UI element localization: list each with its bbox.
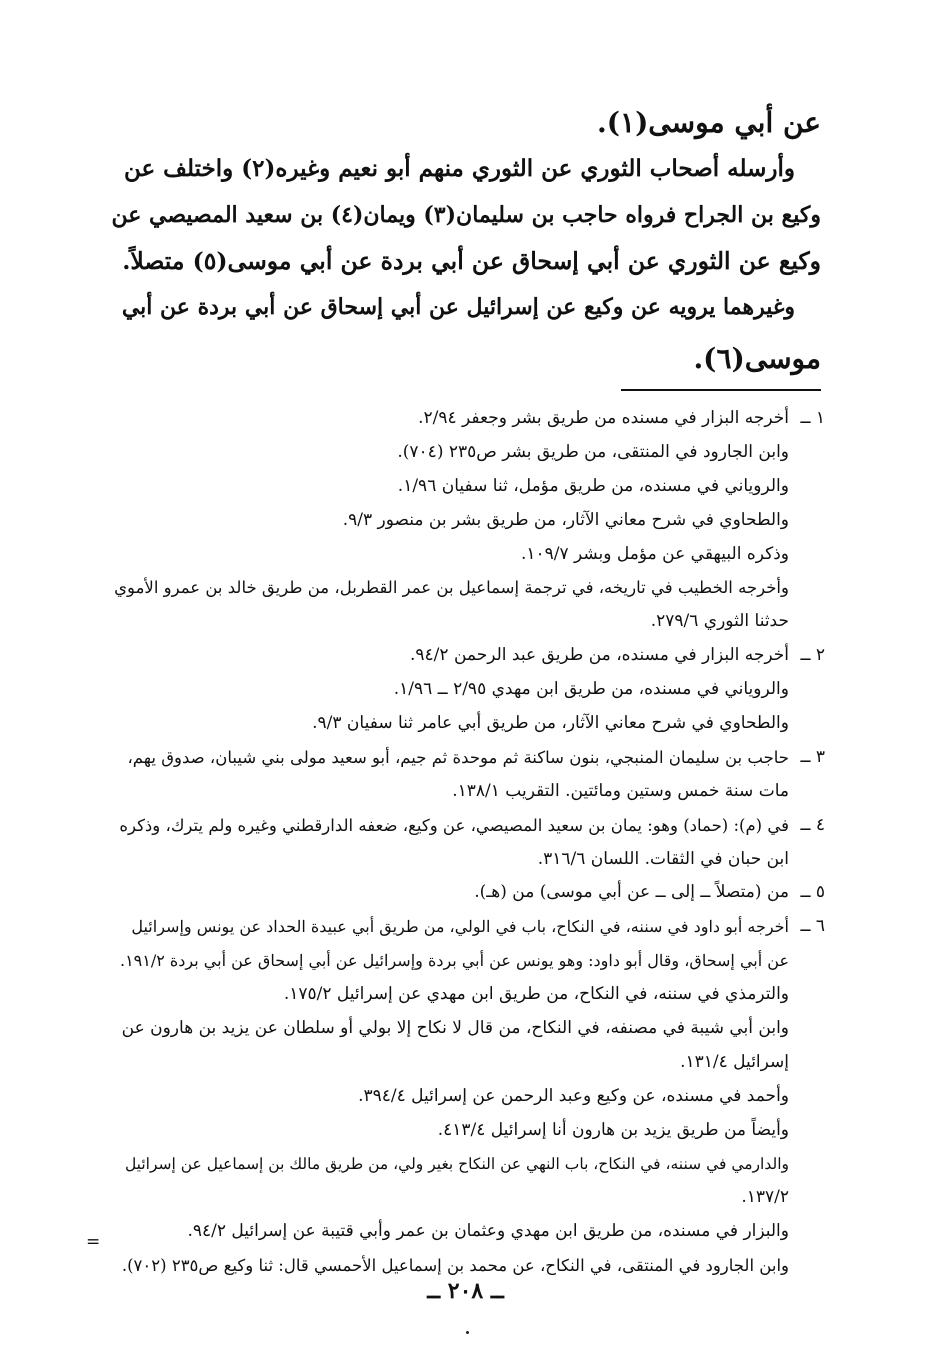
footnote-text: وأخرجه الخطيب في تاريخه، في ترجمة إسماعيل بن عمر القطربل، من طريق خالد بن عمرو الأموي	[114, 578, 789, 598]
footnote-line	[111, 639, 825, 673]
footnote-text: والدارمي في سننه، في النكاح، باب النهي عن النكاح بغير ولي، من طريق مالك بن إسماعيل عن إسرائيل	[124, 1154, 789, 1173]
footnote-line	[111, 1215, 821, 1249]
footnote-text: أخرجه أبو داود في سننه، في النكاح، باب في الولي، من طريق أبي عبيدة الحداد عن يونس وإسرائيل	[131, 917, 789, 937]
footnote-text: وأحمد في مسنده، عن وكيع وعبد الرحمن عن إسرائيل ٣٩٤/٤.	[358, 1085, 789, 1106]
footnote-text: وذكره البيهقي عن مؤمل وبشر ١٠٩/٧.	[520, 543, 789, 564]
footnote-text: والطحاوي في شرح معاني الآثار، من طريق أبي عامر ثنا سفيان ٩/٣.	[312, 713, 789, 734]
footnote-number: ٣ ــ	[800, 746, 825, 767]
footnote-number: ٥ ــ	[800, 882, 825, 903]
footnote-text: ابن حبان في الثقات. اللسان ٣١٦/٦.	[537, 848, 789, 869]
footnote-line	[111, 809, 825, 843]
footnote-number: ٢ ــ	[800, 645, 825, 666]
main-text-line: وكيع عن الثوري عن أبي إسحاق عن أبي بردة عن أبي موسى(٥) متصلاً.	[122, 247, 821, 275]
footnote-text: من (متصلاً ــ إلى ــ عن أبي موسى) من (هـ).	[474, 882, 789, 903]
main-text-line: وكيع بن الجراح فرواه حاجب بن سليمان(٣) ويمان(٤) بن سعيد المصيصي عن	[111, 202, 821, 228]
footnote-text: والروياني في مسنده، من طريق مؤمل، ثنا سفيان ١/٩٦.	[397, 475, 789, 496]
main-text-line: وغيرهما يرويه عن وكيع عن إسرائيل عن أبي إسحاق عن أبي بردة عن أبي	[121, 294, 795, 320]
page-number: ــ ٢٠٨ ــ	[427, 1278, 504, 1304]
footnote-text: وأيضاً من طريق يزيد بن هارون أنا إسرائيل ٤١٣/٤.	[437, 1119, 789, 1140]
footnote-text: حاجب بن سليمان المنبجي، بنون ساكنة ثم موحدة ثم جيم، أبو سعيد مولى بني شيبان، صدوق يهم،	[127, 747, 789, 767]
footnote-text: إسرائيل ١٣١/٤.	[680, 1051, 789, 1072]
footnote-number: ٦ ــ	[800, 916, 825, 937]
footnotes	[111, 402, 825, 1283]
footnote-line	[111, 504, 821, 538]
footnote-line	[111, 741, 825, 775]
footnote-line	[111, 1080, 821, 1114]
footnote-text: والروياني في مسنده، من طريق ابن مهدي ٢/٩٥ ــ ١/٩٦.	[393, 679, 789, 700]
footnote-separator	[621, 389, 821, 391]
footnote-text: وابن الجارود في المنتقى، من طريق بشر ص٢٣٥ (٧٠٤).	[397, 441, 789, 462]
footnote-line	[111, 402, 825, 436]
footnote-text: حدثنا الثوري ٢٧٩/٦.	[650, 611, 789, 632]
footnote-line	[111, 1148, 821, 1182]
footnote-number: ٤ ــ	[800, 814, 825, 835]
main-text-line: عن أبي موسى(١).	[597, 106, 821, 139]
footnote-line	[111, 978, 821, 1012]
footnote-text: وابن الجارود في المنتقى، في النكاح، عن محمد بن إسماعيل الأحمسي قال: ثنا وكيع ص٢٣٥ (٧٠٢).	[121, 1256, 789, 1276]
footnote-line	[111, 470, 821, 504]
main-text-line: موسى(٦).	[693, 342, 821, 375]
footnote-line	[111, 1012, 821, 1046]
footnote-text: في (م): (حماد) وهو: يمان بن سعيد المصيصي، عن وكيع، ضعفه الدارقطني وغيره ولم يترك، وذكره	[119, 815, 789, 835]
footnote-text: وابن أبي شيبة في مصنفه، في النكاح، من قال لا نكاح إلا بولي أو سلطان عن يزيد بن هارون عن	[121, 1018, 789, 1039]
footnote-line	[111, 707, 821, 741]
footnote-line	[111, 1114, 821, 1148]
footnote-text: مات سنة خمس وستين ومائتين. التقريب ١٣٨/١.	[452, 780, 789, 801]
footnote-text: والبزار في مسنده، من طريق ابن مهدي وعثمان بن عمر وأبي قتيبة عن إسرائيل ٩٤/٢.	[187, 1221, 789, 1242]
footnote-line	[111, 538, 821, 572]
footnote-line	[111, 673, 821, 707]
continuation-mark: =	[86, 1232, 101, 1252]
footnote-text: والترمذي في سننه، في النكاح، من طريق ابن مهدي عن إسرائيل ١٧٥/٢.	[283, 984, 789, 1005]
footnote-text: أخرجه البزار في مسنده من طريق بشر وجعفر ٢/٩٤.	[418, 408, 789, 428]
main-text	[111, 100, 821, 382]
footnote-line	[111, 843, 821, 877]
footnote-line	[111, 571, 821, 605]
page-dot	[466, 1331, 469, 1334]
footnote-text: ١٣٧/٢.	[741, 1187, 789, 1208]
footnote-number: ١ ــ	[800, 408, 825, 428]
footnote-line	[111, 1181, 821, 1215]
footnote-line	[111, 876, 825, 910]
footnote-line	[111, 605, 821, 639]
footnote-line	[111, 775, 821, 809]
main-text-line: وأرسله أصحاب الثوري عن الثوري منهم أبو نعيم وغيره(٢) واختلف عن	[123, 155, 795, 182]
footnote-text: عن أبي إسحاق، وقال أبو داود: وهو يونس عن أبي بردة وإسرائيل عن أبي إسحاق عن أبي بردة ١٩١/٢.	[119, 951, 789, 971]
footnote-text: أخرجه البزار في مسنده، من طريق عبد الرحمن ٩٤/٢.	[410, 645, 789, 666]
footnote-text: والطحاوي في شرح معاني الآثار، من طريق بشر بن منصور ٩/٣.	[342, 509, 789, 530]
footnote-line	[111, 1046, 821, 1080]
footnote-line	[111, 910, 825, 944]
footnote-line	[111, 944, 821, 978]
footnote-line	[111, 436, 821, 470]
